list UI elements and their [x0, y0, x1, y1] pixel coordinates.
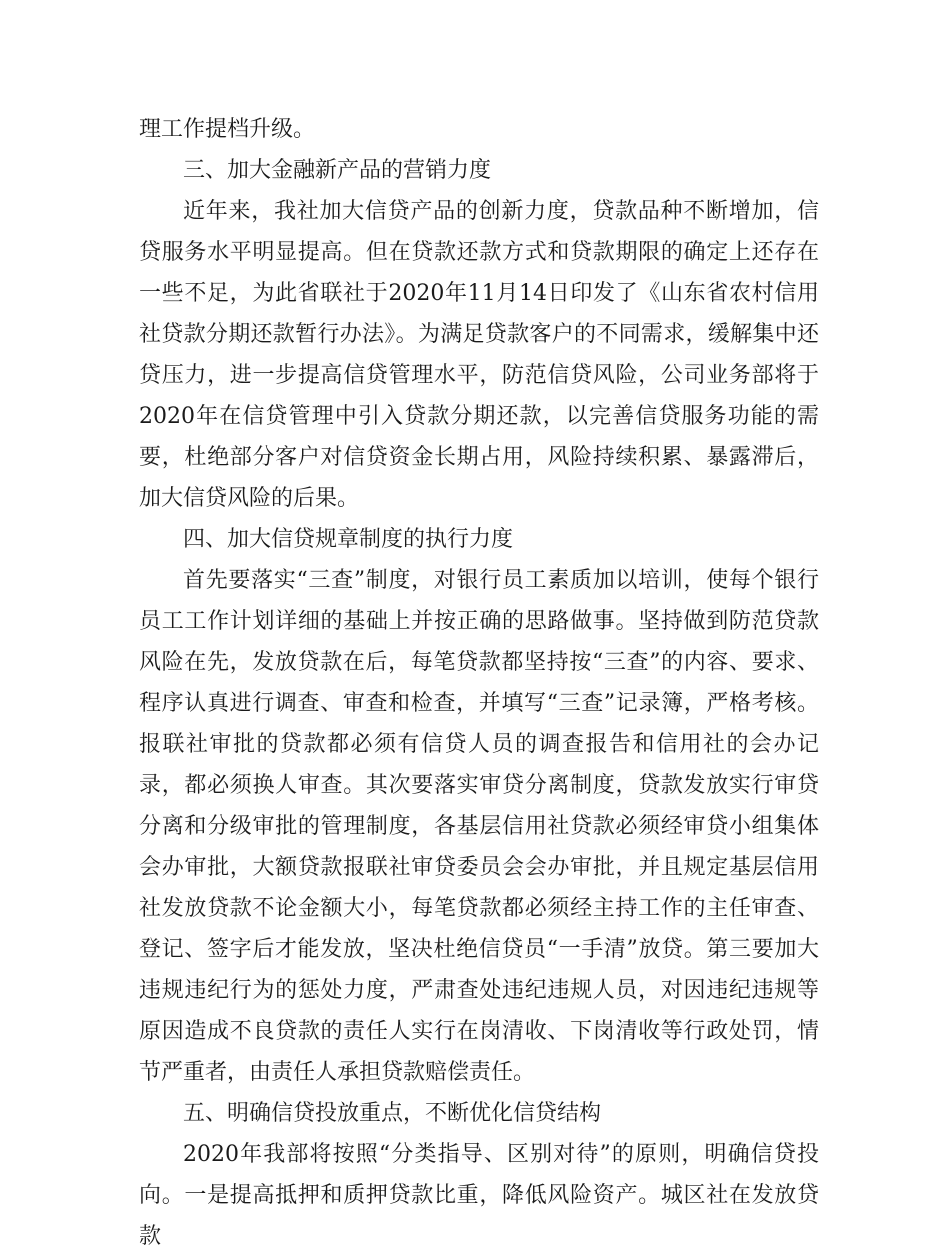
document-body — [139, 109, 819, 1257]
paragraph-section-four: 首先要落实“三查”制度，对银行员工素质加以培训，使每个银行员工工作计划详细的基础上并按正确的思路做事。坚持做到防范贷款风险在先，发放贷款在后，每笔贷款都坚持按“三查”的内容、要求、程序认真进行调查、审查和检查，并填写“三查”记录簿，严格考核。报联社审批的贷款都必须有信贷人员的调查报告和信用社的会办记录，都必须换人审查。其次要落实审贷分离制度，贷款发放实行审贷分离和分级审批的管理制度，各基层信用社贷款必须经审贷小组集体会办审批，大额贷款报联社审贷委员会会办审批，并且规定基层信用社发放贷款不论金额大小，每笔贷款都必须经主持工作的主任审查、登记、签字后才能发放，坚决杜绝信贷员“一手清”放贷。第三要加大违规违纪行为的惩处力度，严肃查处违纪违规人员，对因违纪违规等原因造成不良贷款的责任人实行在岗清收、下岗清收等行政处罚，情节严重者，由责任人承担贷款赔偿责任。 — [139, 568, 819, 1085]
section-heading-three: 三、加大金融新产品的营销力度 — [183, 158, 492, 183]
paragraph-section-three: 近年来，我社加大信贷产品的创新力度，贷款品种不断增加，信贷服务水平明显提高。但在贷款还款方式和贷款期限的确定上还存在一些不足，为此省联社于2020年11月14日印发了《山东省农村信用社贷款分期还款暂行办法》。为满足贷款客户的不同需求，缓解集中还贷压力，进一步提高信贷管理水平，防范信贷风险，公司业务部将于2020年在信贷管理中引入贷款分期还款，以完善信贷服务功能的需要，杜绝部分客户对信贷资金长期占用，风险持续积累、暴露滞后，加大信贷风险的后果。 — [139, 199, 819, 511]
paragraph-continuation: 理工作提档升级。 — [139, 117, 316, 142]
section-heading-five: 五、明确信贷投放重点，不断优化信贷结构 — [183, 1101, 602, 1126]
paragraph-section-five: 2020年我部将按照“分类指导、区别对待”的原则，明确信贷投向。一是提高抵押和质押贷款比重，降低风险资产。城区社在发放贷款 — [139, 1142, 819, 1249]
section-heading-four: 四、加大信贷规章制度的执行力度 — [183, 527, 514, 552]
